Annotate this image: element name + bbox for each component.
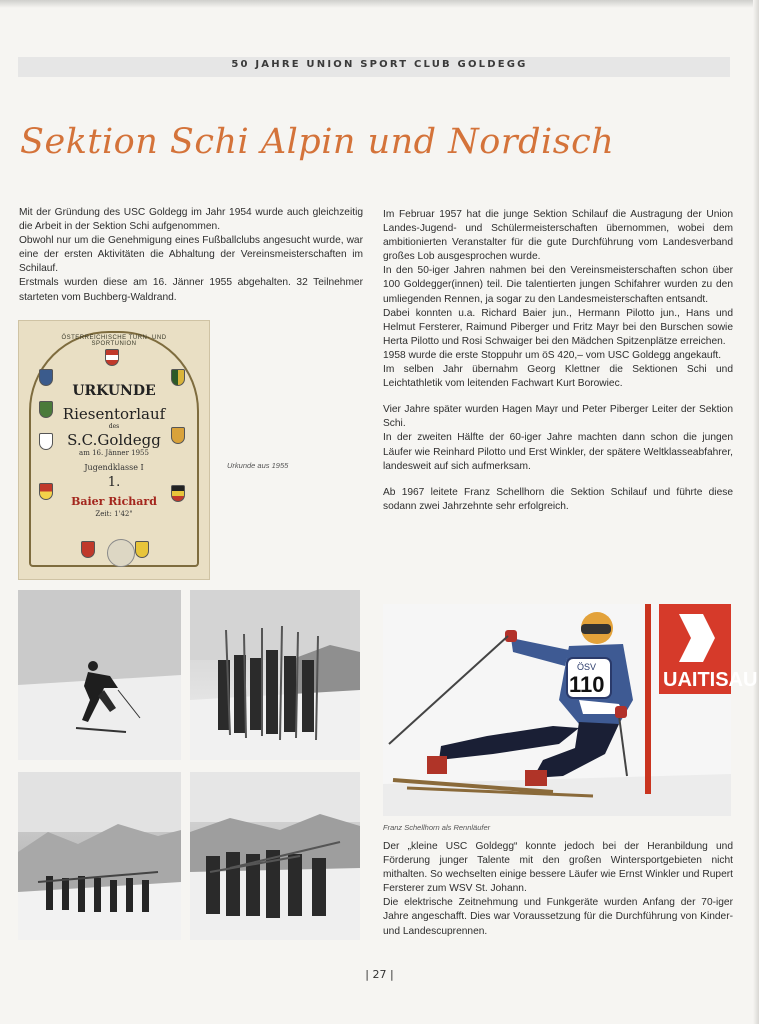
- paragraph: Erstmals wurden diese am 16. Jänner 1955 abgehalten. 32 Teilnehmer starteten vom Buchberg-Waldrand.: [19, 277, 363, 303]
- running-header: 50 JAHRE UNION SPORT CLUB GOLDEGG: [231, 59, 528, 70]
- crest-icon: [135, 541, 149, 558]
- photo-racer: [383, 604, 758, 816]
- paragraph: Obwohl nur um die Genehmigung eines Fußballclubs angesucht wurde, war eine der ersten Aktivitäten die Abhaltung der Vereinsmeisterschaften im Schilauf.: [19, 235, 363, 275]
- paragraph: In der zweiten Hälfte der 60-iger Jahre machten dann schon die jungen Läufer wie Reinhard Pilotto und Erst Winkler, der spätere Weltklasseabfahrer, landesweit auf sich aufmerksam.: [383, 432, 733, 472]
- certificate-caption: Urkunde aus 1955: [227, 461, 289, 470]
- paragraph: Ab 1967 leitete Franz Schellhorn die Sektion Schilauf und führte diese sodann zwei Jahrzehnte sehr erfolgreich.: [383, 486, 733, 512]
- photo-skier: [18, 590, 181, 760]
- certificate-time: Zeit: 1'42": [95, 510, 133, 518]
- racer-figure: [383, 604, 758, 816]
- photo-group-on-slope: [18, 772, 181, 940]
- certificate-event: [49, 405, 179, 449]
- certificate-event-line: Riesentorlauf: [62, 405, 166, 423]
- paragraph: Die elektrische Zeitnehmung und Funkgeräte wurden Anfang der 70-iger Jahre angeschafft. Dies war Voraussetzung für die Durchführung von Kinder- und Landescuprennen.: [383, 897, 733, 937]
- group-figure: [190, 590, 360, 760]
- paragraph: 1958 wurde die erste Stoppuhr um öS 420,– vom USC Goldegg angekauft.: [383, 349, 722, 361]
- page-number: | 27 |: [365, 968, 394, 981]
- banner-text: UAITISAU: [663, 669, 758, 691]
- certificate-class: Jugendklasse I: [84, 463, 144, 472]
- page-top-edge: [0, 0, 759, 8]
- certificate-name: Baier Richard: [71, 495, 157, 508]
- crest-icon: [171, 369, 185, 386]
- bib-top-text: ÖSV: [577, 662, 597, 672]
- paragraph: In den 50-iger Jahren nahmen bei den Vereinsmeisterschaften schon über 100 Goldegger(innen) teil. Die talentierten jungen Schifahrer wurden zu den umliegenden Rennen, ja sogar zu den Landesmeisterschaften entsandt.: [383, 265, 733, 305]
- certificate-image: [18, 320, 210, 580]
- section-title: Sektion Schi Alpin und Nordisch: [20, 122, 615, 162]
- crest-icon: [39, 369, 53, 386]
- paragraph: Der „kleine USC Goldegg“ konnte jedoch bei der Heranbildung und Förderung junger Talente mit den großen Wintersportgebieten nicht mithalten. So wechselten einige bessere Läufer wie Ernst Winkler und Rupert Fersterer zum WSV St. Johann.: [383, 841, 733, 895]
- certificate-event-line: S.C.Goldegg: [67, 431, 161, 449]
- right-column-bottom-text: [383, 840, 733, 939]
- paragraph: Im Februar 1957 hat die junge Sektion Schilauf die Austragung der Union Landes-Jugend- und Schülermeisterschaften übernommen, wobei dem ambitionierten Veranstalter für die gute Durchführung vom Landesverband großes Lob ausgesprochen wurde.: [383, 209, 733, 263]
- certificate-org: ÖSTERREICHISCHE TURN- UND SPORTUNION: [61, 335, 167, 347]
- certificate-place: 1.: [107, 475, 121, 490]
- skier-figure: [18, 590, 181, 760]
- left-column-text: [19, 206, 363, 305]
- certificate-heading: URKUNDE: [72, 383, 156, 399]
- page-right-edge: [753, 0, 759, 1024]
- crest-icon: [81, 541, 95, 558]
- slope-figure: [18, 772, 181, 940]
- paragraph: Mit der Gründung des USC Goldegg im Jahr 1954 wurde auch gleichzeitig die Arbeit in der Sektion Schi aufgenommen.: [19, 207, 363, 233]
- seal-icon: [107, 539, 135, 567]
- poles-figure: [190, 772, 360, 940]
- right-column-text: [383, 208, 733, 514]
- crest-icon: [105, 349, 119, 366]
- paragraph: Vier Jahre später wurden Hagen Mayr und Peter Piberger Leiter der Sektion Schi.: [383, 404, 733, 430]
- certificate-date: am 16. Jänner 1955: [79, 449, 149, 457]
- certificate-event-line: des: [108, 423, 120, 430]
- paragraph: Dabei konnten u.a. Richard Baier jun., Hermann Pilotto jun., Hans und Helmut Fersterer, Raimund Piberger und Fritz Mayr bei den Burschen sowie Herta Pilotto und Rosi Schwaiger bei den Mädchen Spitzenplätze erreichen.: [383, 307, 733, 347]
- bib-number: 110: [569, 672, 605, 697]
- racer-caption: Franz Schellhorn als Rennläufer: [383, 823, 491, 832]
- photo-group-with-poles: [190, 772, 360, 940]
- photo-group-with-skis: [190, 590, 360, 760]
- paragraph: Im selben Jahr übernahm Georg Klettner die Sektionen Schi und Leichtathletik vom leitenden Fachwart Kurt Borowiec.: [383, 364, 733, 390]
